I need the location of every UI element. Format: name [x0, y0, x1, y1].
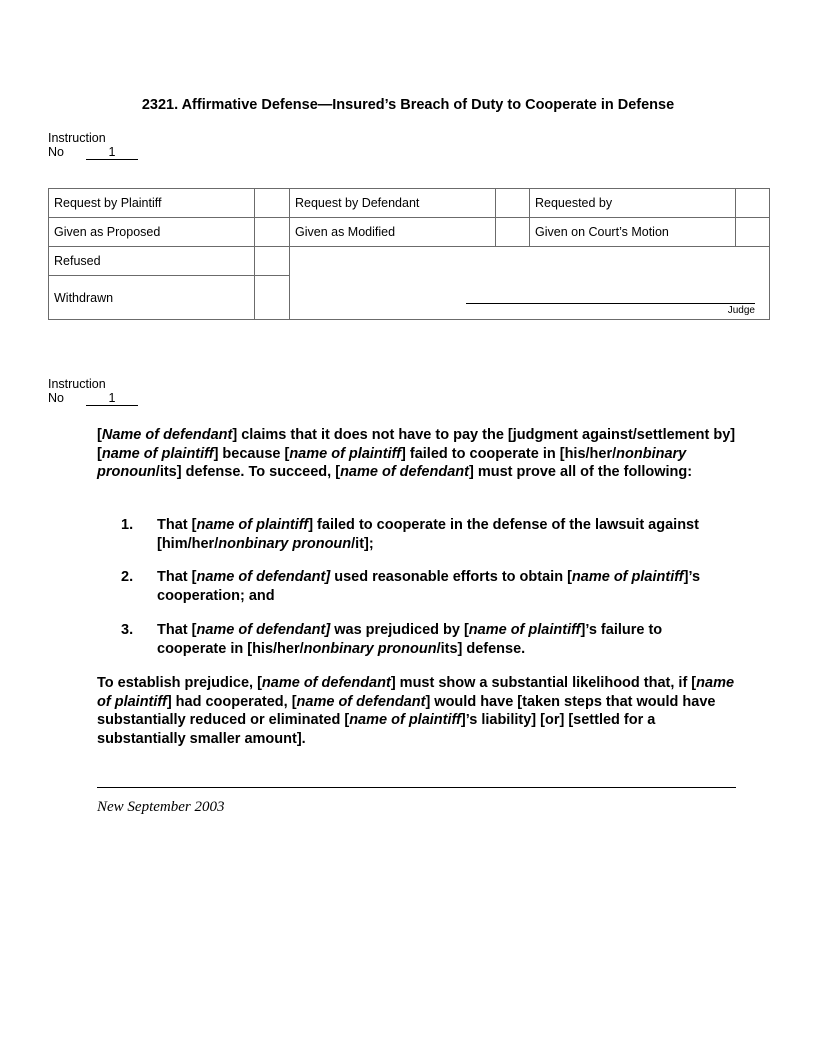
request-status-table	[48, 188, 770, 320]
given-as-modified-checkbox[interactable]	[496, 218, 530, 247]
instruction-number: 1	[86, 392, 138, 406]
revision-note: New September 2003	[97, 799, 225, 815]
request-by-plaintiff-checkbox[interactable]	[255, 189, 290, 218]
requested-by-label: Requested by	[530, 189, 736, 218]
withdrawn-checkbox[interactable]	[255, 276, 290, 320]
judge-label: Judge	[727, 305, 755, 316]
instruction-number-block	[48, 131, 138, 160]
given-as-proposed-label: Given as Proposed	[49, 218, 255, 247]
judge-signature-cell	[290, 247, 770, 320]
request-by-defendant-checkbox[interactable]	[496, 189, 530, 218]
instruction-label: Instruction	[48, 377, 106, 391]
given-as-proposed-checkbox[interactable]	[255, 218, 290, 247]
given-on-courts-motion-checkbox[interactable]	[736, 218, 770, 247]
instruction-no-label: No	[48, 391, 64, 405]
instruction-no-label: No	[48, 145, 64, 159]
footer-divider	[97, 787, 736, 788]
request-by-plaintiff-label: Request by Plaintiff	[49, 189, 255, 218]
page-title: 2321. Affirmative Defense—Insured’s Breach of Duty to Cooperate in Defense	[141, 97, 675, 113]
refused-label: Refused	[49, 247, 255, 276]
instruction-number: 1	[86, 146, 138, 160]
instruction-number-block-2	[48, 377, 138, 406]
judge-signature-line[interactable]	[466, 303, 755, 304]
refused-checkbox[interactable]	[255, 247, 290, 276]
requested-by-checkbox[interactable]	[736, 189, 770, 218]
given-on-courts-motion-label: Given on Court’s Motion	[530, 218, 736, 247]
instruction-label: Instruction	[48, 131, 106, 145]
request-by-defendant-label: Request by Defendant	[290, 189, 496, 218]
prejudice-paragraph: To establish prejudice, [name of defendant] must show a substantial likelihood that, if [name of plaintiff] had cooperated, [name of defendant] would have [taken steps that would have substantially reduced or eliminated [name of plaintiff]’s liability] [or] [settled for a substantially smaller amount].	[97, 675, 735, 747]
withdrawn-label: Withdrawn	[49, 276, 255, 320]
given-as-modified-label: Given as Modified	[290, 218, 496, 247]
instruction-intro: [Name of defendant] claims that it does not have to pay the [judgment against/settlement by] [name of plaintiff] because [name of plaintiff] failed to cooperate in [his/her/nonbinary pronoun/its] defense. To succeed, [name of defendant] must prove all of the following:	[97, 427, 736, 480]
